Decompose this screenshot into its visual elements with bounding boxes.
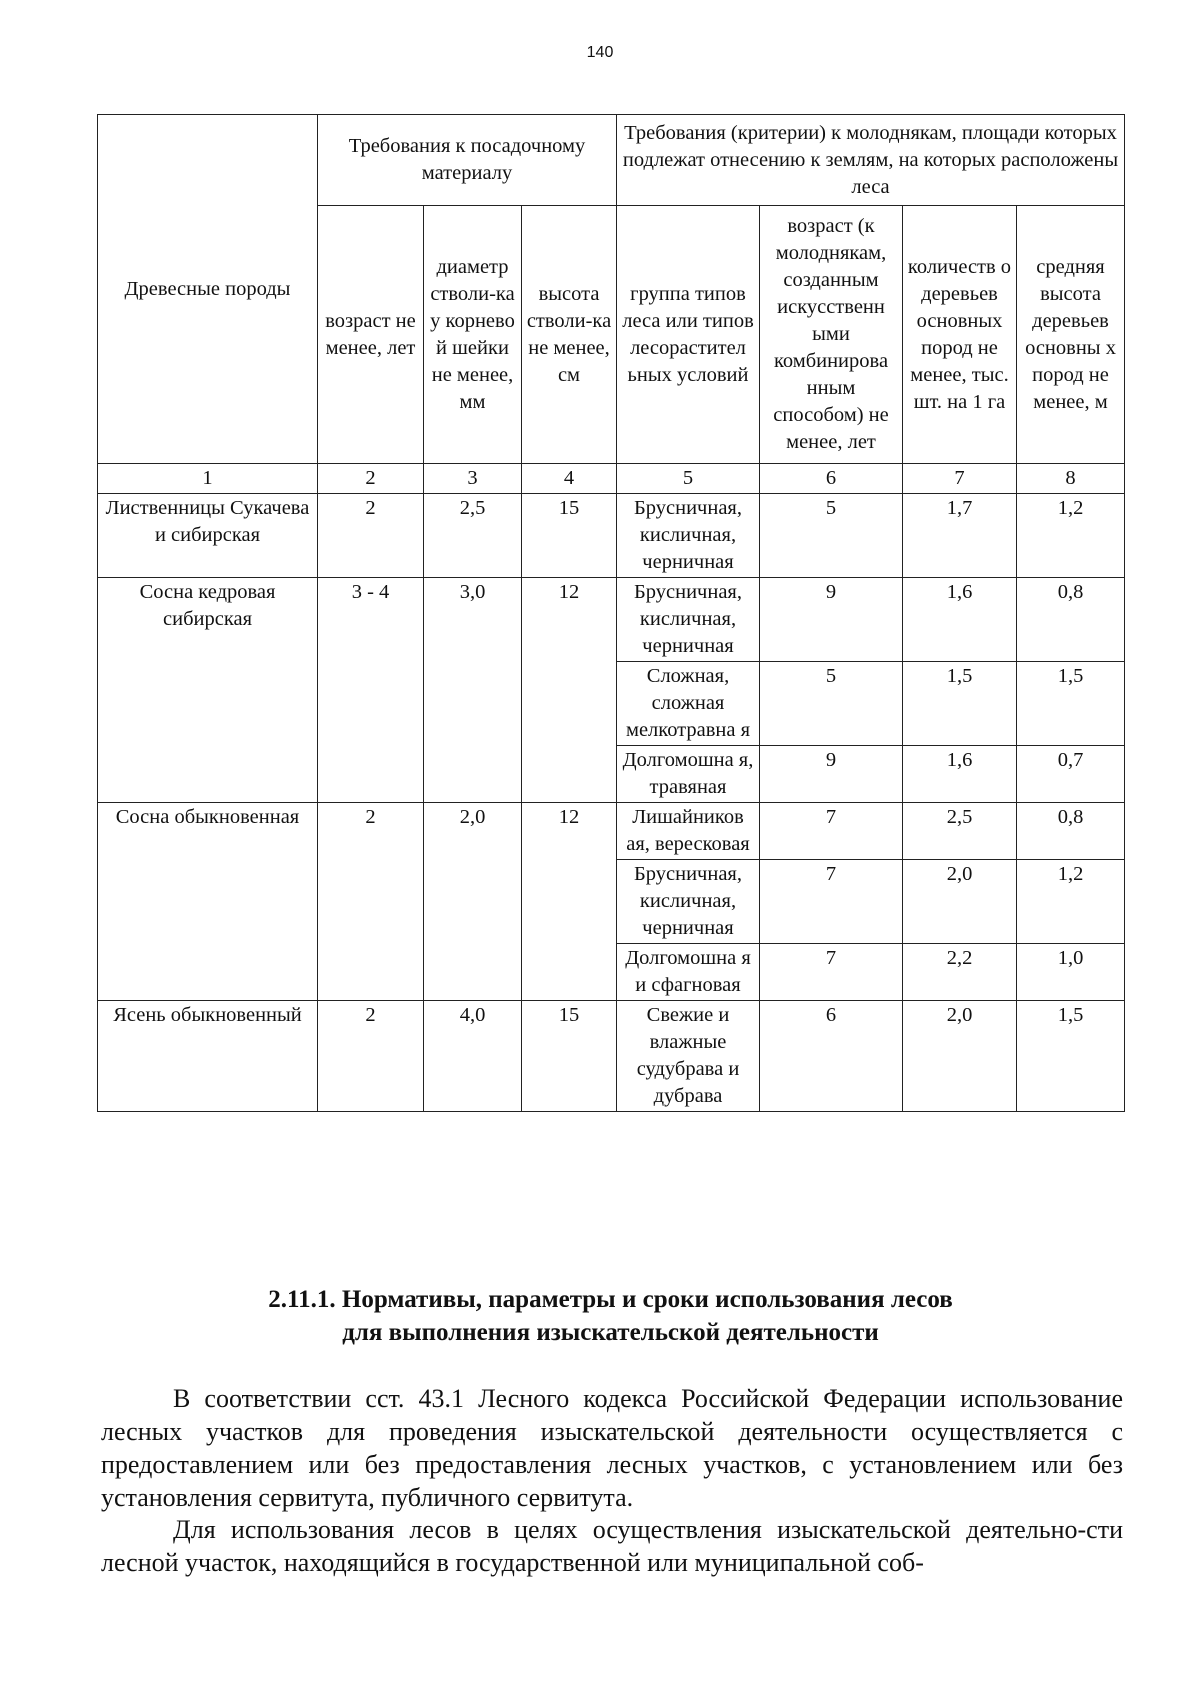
paragraph-2: Для использования лесов в целях осуществления изыскательской деятельно-сти лесной участок, находящийся в государственной или муниципальной соб-	[101, 1515, 1123, 1577]
table-row	[98, 578, 1125, 662]
header-avg-height: средняя высота деревьев основны х пород не менее, м	[1017, 206, 1125, 464]
avg-height-cell: 0,8	[1017, 578, 1125, 662]
height-cell-continued	[522, 860, 617, 944]
count-cell: 1,6	[903, 746, 1017, 803]
species-cell: Ясень обыкновенный	[98, 1001, 318, 1112]
table-row	[98, 944, 1125, 1001]
column-number: 8	[1017, 464, 1125, 494]
header-species: Древесные породы	[98, 115, 318, 464]
young-age-cell: 7	[760, 803, 903, 860]
avg-height-cell: 1,5	[1017, 662, 1125, 746]
header-count: количеств о деревьев основных пород не менее, тыс. шт. на 1 га	[903, 206, 1017, 464]
forest-type-cell: Брусничная, кисличная, черничная	[617, 578, 760, 662]
species-cell: Сосна кедровая сибирская	[98, 578, 318, 662]
age-cell: 2	[318, 1001, 424, 1112]
forest-type-cell: Брусничная, кисличная, черничная	[617, 860, 760, 944]
height-cell: 12	[522, 578, 617, 662]
young-age-cell: 5	[760, 494, 903, 578]
column-number-row	[98, 464, 1125, 494]
height-cell: 12	[522, 803, 617, 860]
diameter-cell: 4,0	[424, 1001, 522, 1112]
avg-height-cell: 1,2	[1017, 860, 1125, 944]
diameter-cell-continued	[424, 662, 522, 746]
diameter-cell-continued	[424, 746, 522, 803]
forest-type-cell: Брусничная, кисличная, черничная	[617, 494, 760, 578]
paragraph-1: В соответствии сст. 43.1 Лесного кодекса Российской Федерации использование лесных участков для проведения изыскательской деятельности осуществляется с предоставлением или без предоставления лесных участков, с установлением или без установления сервитута, публичного сервитута.	[101, 1384, 1123, 1512]
diameter-cell-continued	[424, 860, 522, 944]
column-number: 5	[617, 464, 760, 494]
table-row	[98, 494, 1125, 578]
avg-height-cell: 1,0	[1017, 944, 1125, 1001]
age-cell-continued	[318, 860, 424, 944]
column-number: 1	[98, 464, 318, 494]
column-number: 2	[318, 464, 424, 494]
table-row	[98, 1001, 1125, 1112]
avg-height-cell: 0,7	[1017, 746, 1125, 803]
count-cell: 1,7	[903, 494, 1017, 578]
count-cell: 2,0	[903, 1001, 1017, 1112]
count-cell: 1,5	[903, 662, 1017, 746]
forest-type-cell: Долгомошна я и сфагновая	[617, 944, 760, 1001]
age-cell-continued	[318, 944, 424, 1001]
forest-type-cell: Сложная, сложная мелкотравна я	[617, 662, 760, 746]
diameter-cell: 2,0	[424, 803, 522, 860]
column-number: 6	[760, 464, 903, 494]
diameter-cell-continued	[424, 944, 522, 1001]
section-heading-line2: для выполнения изыскательской деятельности	[342, 1319, 879, 1346]
species-cell: Сосна обыкновенная	[98, 803, 318, 860]
forest-type-cell: Долгомошна я, травяная	[617, 746, 760, 803]
count-cell: 2,5	[903, 803, 1017, 860]
column-number: 3	[424, 464, 522, 494]
young-age-cell: 7	[760, 944, 903, 1001]
species-cell-continued	[98, 746, 318, 803]
young-age-cell: 9	[760, 578, 903, 662]
age-cell-continued	[318, 746, 424, 803]
age-cell: 2	[318, 803, 424, 860]
species-cell-continued	[98, 662, 318, 746]
column-number: 4	[522, 464, 617, 494]
table-row	[98, 803, 1125, 860]
avg-height-cell: 1,2	[1017, 494, 1125, 578]
forest-type-cell: Лишайников ая, вересковая	[617, 803, 760, 860]
age-cell: 2	[318, 494, 424, 578]
table-row	[98, 662, 1125, 746]
section-heading-line1: 2.11.1. Нормативы, параметры и сроки использования лесов	[268, 1286, 953, 1313]
count-cell: 2,0	[903, 860, 1017, 944]
age-cell: 3 - 4	[318, 578, 424, 662]
young-age-cell: 5	[760, 662, 903, 746]
header-age: возраст не менее, лет	[318, 206, 424, 464]
requirements-table	[97, 114, 1125, 1112]
avg-height-cell: 1,5	[1017, 1001, 1125, 1112]
height-cell: 15	[522, 494, 617, 578]
species-cell: Лиственницы Сукачева и сибирская	[98, 494, 318, 578]
header-diameter: диаметр стволи-ка у корнево й шейки не менее, мм	[424, 206, 522, 464]
forest-type-cell: Свежие и влажные судубрава и дубрава	[617, 1001, 760, 1112]
page-number: 140	[586, 44, 614, 61]
header-forest-type: группа типов леса или типов лесорастител ьных условий	[617, 206, 760, 464]
height-cell-continued	[522, 746, 617, 803]
diameter-cell: 3,0	[424, 578, 522, 662]
young-age-cell: 9	[760, 746, 903, 803]
age-cell-continued	[318, 662, 424, 746]
section-heading	[97, 1283, 1124, 1349]
height-cell: 15	[522, 1001, 617, 1112]
diameter-cell: 2,5	[424, 494, 522, 578]
header-height: высота стволи-ка не менее, см	[522, 206, 617, 464]
height-cell-continued	[522, 662, 617, 746]
table-row	[98, 860, 1125, 944]
species-cell-continued	[98, 860, 318, 944]
young-age-cell: 7	[760, 860, 903, 944]
column-number: 7	[903, 464, 1017, 494]
header-group-young: Требования (критерии) к молоднякам, площади которых подлежат отнесению к землям, на которых расположены леса	[617, 115, 1125, 206]
height-cell-continued	[522, 944, 617, 1001]
header-young-age: возраст (к молоднякам, созданным искусственн ыми комбинирова нным способом) не менее, лет	[760, 206, 903, 464]
count-cell: 2,2	[903, 944, 1017, 1001]
avg-height-cell: 0,8	[1017, 803, 1125, 860]
table-row	[98, 746, 1125, 803]
header-group-planting: Требования к посадочному материалу	[318, 115, 617, 206]
species-cell-continued	[98, 944, 318, 1001]
count-cell: 1,6	[903, 578, 1017, 662]
young-age-cell: 6	[760, 1001, 903, 1112]
